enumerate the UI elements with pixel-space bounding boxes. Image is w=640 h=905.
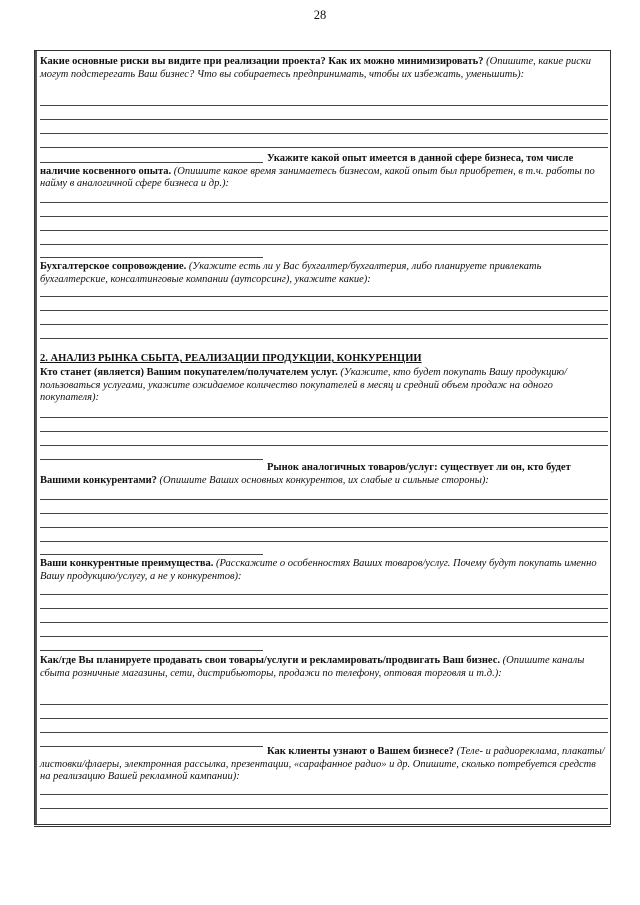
competitors-hint: (Опишите Ваших основных конкурентов, их слабые и сильные стороны):	[159, 474, 489, 486]
accounting-answer-line-1[interactable]	[40, 296, 608, 297]
awareness-question: Как клиенты узнают о Вашем бизнесе?	[267, 746, 455, 757]
awareness-answer-line-1[interactable]	[40, 794, 608, 795]
competitors-answer-line-3[interactable]	[40, 527, 608, 528]
buyers-answer-line-4[interactable]	[40, 459, 263, 460]
risks-question-block	[40, 56, 608, 81]
buyers-answer-line-2[interactable]	[40, 431, 608, 432]
accounting-question: Бухгалтерское сопровождение.	[40, 261, 187, 272]
experience-question-block	[40, 153, 608, 191]
advantages-question: Ваши конкурентные преимущества.	[40, 558, 214, 569]
sales-question-block	[40, 655, 608, 680]
experience-answer-line-5[interactable]	[40, 257, 263, 258]
accounting-question-block	[40, 261, 608, 286]
experience-question: Укажите какой опыт имеется в данной сфере бизнеса, том числе наличие косвенного опыта.	[40, 153, 574, 177]
competitors-question: Рынок аналогичных товаров/услуг: существует ли он, кто будет Вашими конкурентами?	[40, 462, 571, 486]
competitors-answer-line-1[interactable]	[40, 499, 608, 500]
advantages-answer-line-5[interactable]	[40, 650, 263, 651]
accounting-answer-line-2[interactable]	[40, 310, 608, 311]
advantages-hint: (Расскажите о особенностях Ваших товаров/услуг. Почему будут покупать именно Вашу продукцию/услугу, а не у конкурентов):	[40, 558, 597, 582]
advantages-answer-line-4[interactable]	[40, 636, 608, 637]
buyers-hint: (Укажите, кто будет покупать Вашу продукцию/пользоваться услугами, укажите ожидаемое количество покупателей в месяц и средний объем продаж на одного покупателя):	[40, 367, 567, 403]
accounting-answer-line-3[interactable]	[40, 324, 608, 325]
awareness-question-block	[40, 746, 608, 784]
risks-question: Какие основные риски вы видите при реализации проекта? Как их можно минимизировать?	[40, 56, 484, 67]
risks-hint: (Опишите, какие риски могут подстерегать Ваш бизнес? Что вы собираетесь предпринимать, чтобы их избежать, уменьшить):	[40, 56, 592, 80]
experience-answer-line-4[interactable]	[40, 244, 608, 245]
advantages-answer-line-2[interactable]	[40, 608, 608, 609]
accounting-answer-line-4[interactable]	[40, 338, 608, 339]
buyers-question: Кто станет (является) Вашим покупателем/получателем услуг.	[40, 367, 338, 378]
page-number: 28	[313, 8, 327, 22]
market-section-heading-block	[40, 353, 608, 366]
risks-answer-line-1[interactable]	[40, 105, 608, 106]
competitors-answer-line-2[interactable]	[40, 513, 608, 514]
experience-hint: (Опишите какое время занимаетесь бизнесом, какой опыт был приобретен, в т.ч. работы по найму в аналогичной сфере бизнеса и др.):	[40, 165, 595, 189]
sales-answer-line-3[interactable]	[40, 732, 608, 733]
sales-answer-line-1[interactable]	[40, 704, 608, 705]
experience-answer-line-3[interactable]	[40, 230, 608, 231]
advantages-answer-line-1[interactable]	[40, 594, 608, 595]
sales-hint: (Опишите каналы сбыта розничные магазины, сети, дистрибьюторы, продажи по телефону, оптовая торговля и т.д.):	[40, 655, 585, 679]
competitors-answer-line-5[interactable]	[40, 554, 263, 555]
advantages-question-block	[40, 558, 608, 583]
sales-question: Как/где Вы планируете продавать свои товары/услуги и рекламировать/продвигать Ваш бизнес.	[40, 655, 501, 666]
competitors-answer-line-4[interactable]	[40, 541, 608, 542]
awareness-answer-line-2[interactable]	[40, 808, 608, 809]
buyers-answer-line-1[interactable]	[40, 417, 608, 418]
competitors-question-block	[40, 462, 608, 487]
experience-answer-line-2[interactable]	[40, 216, 608, 217]
accounting-hint: (Укажите есть ли у Вас бухгалтер/бухгалтерия, либо планируете привлекать бухгалтерские, консалтинговые компании (аутсорсинг), укажите какие):	[40, 261, 542, 285]
frame-bottom-rule	[34, 826, 611, 827]
risks-answer-line-4[interactable]	[40, 147, 608, 148]
experience-answer-line-1[interactable]	[40, 202, 608, 203]
advantages-answer-line-3[interactable]	[40, 622, 608, 623]
buyers-answer-line-3[interactable]	[40, 445, 608, 446]
sales-answer-line-2[interactable]	[40, 718, 608, 719]
awareness-hint: (Теле- и радиореклама, плакаты/листовки/флаеры, электронная рассылка, презентации, «сарафанное радио» и др. Опишите, сколько потребуется средств на реализацию Вашей рекламной кампании):	[40, 746, 605, 782]
buyers-question-block	[40, 367, 608, 405]
risks-answer-line-2[interactable]	[40, 119, 608, 120]
risks-answer-line-3[interactable]	[40, 133, 608, 134]
market-section-heading: 2. АНАЛИЗ РЫНКА СБЫТА, РЕАЛИЗАЦИИ ПРОДУКЦИИ, КОНКУРЕНЦИИ	[40, 353, 422, 364]
